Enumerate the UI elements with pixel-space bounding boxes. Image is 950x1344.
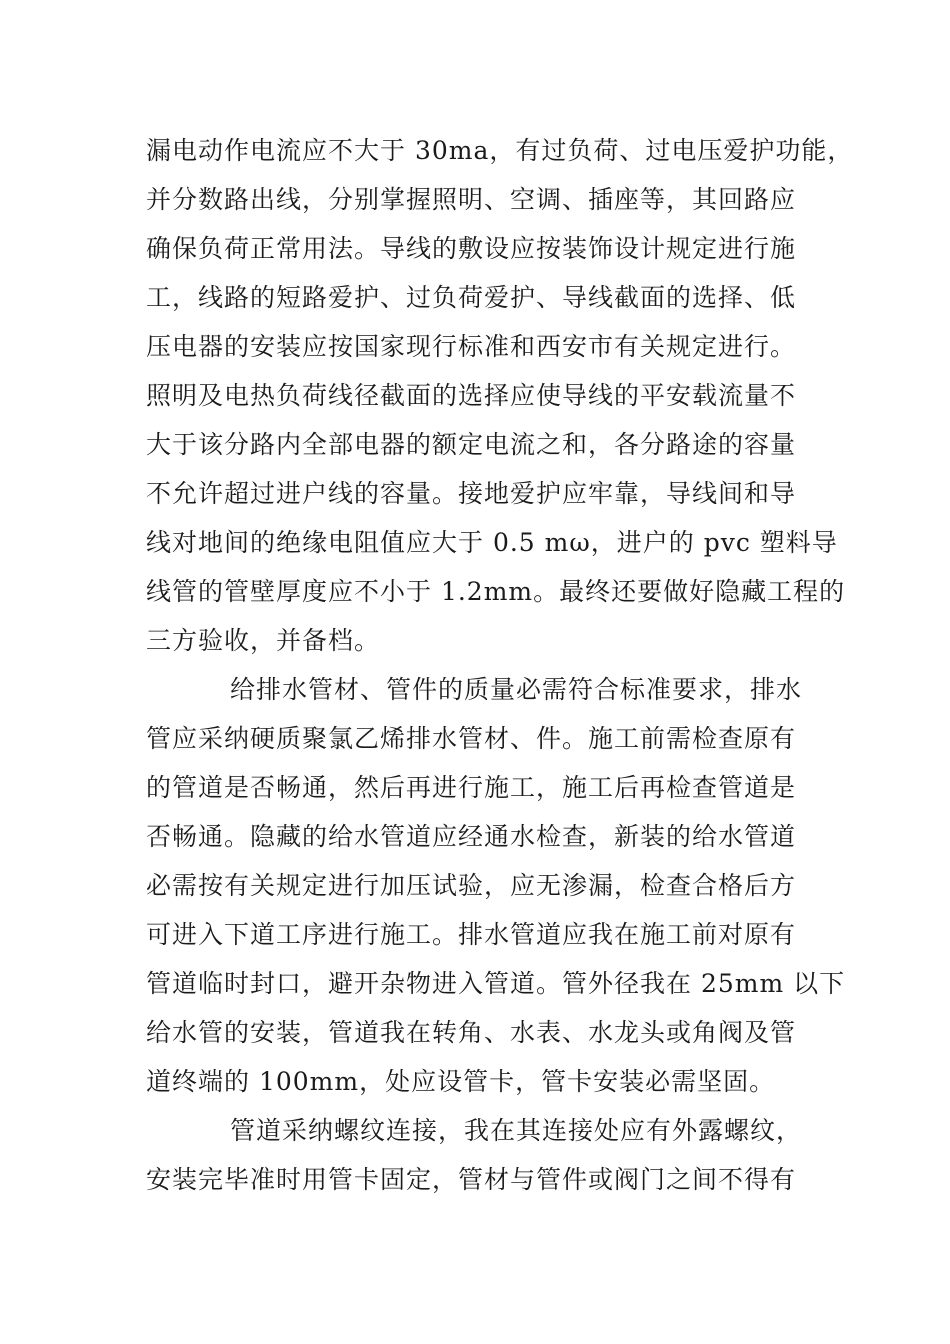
- body-text: [146, 126, 854, 1204]
- text-line: 照明及电热负荷线径截面的选择应使导线的平安载流量不: [146, 381, 797, 410]
- text-line: 道终端的 100mm，处应设管卡，管卡安装必需坚固。: [146, 1067, 776, 1096]
- text-line: 给水管的安装，管道我在转角、水表、水龙头或角阀及管: [146, 1018, 797, 1047]
- text-line: 不允许超过进户线的容量。接地爱护应牢靠，导线间和导: [146, 479, 797, 508]
- paragraph-start-line: 管道采纳螺纹连接，我在其连接处应有外露螺纹，: [230, 1116, 803, 1145]
- text-line: 的管道是否畅通，然后再进行施工，施工后再检查管道是: [146, 773, 797, 802]
- text-line: 可进入下道工序进行施工。排水管道应我在施工前对原有: [146, 920, 797, 949]
- paragraph-start-line: 给排水管材、管件的质量必需符合标准要求，排水: [230, 675, 803, 704]
- text-line: 线管的管壁厚度应不小于 1.2mm。最终还要做好隐藏工程的: [146, 577, 846, 606]
- text-line: 管应采纳硬质聚氯乙烯排水管材、件。施工前需检查原有: [146, 724, 797, 753]
- text-line: 线对地间的绝缘电阻值应大于 0.5 mω，进户的 pvc 塑料导: [146, 528, 838, 557]
- text-line: 管道临时封口，避开杂物进入管道。管外径我在 25mm 以下: [146, 969, 846, 998]
- text-line: 三方验收，并备档。: [146, 626, 381, 655]
- text-line: 必需按有关规定进行加压试验，应无渗漏，检查合格后方: [146, 871, 797, 900]
- text-line: 工，线路的短路爱护、过负荷爱护、导线截面的选择、低: [146, 283, 797, 312]
- text-line: 漏电动作电流应不大于 30ma，有过负荷、过电压爱护功能，: [146, 136, 854, 165]
- text-line: 并分数路出线，分别掌握照明、空调、插座等，其回路应: [146, 185, 797, 214]
- text-line: 安装完毕准时用管卡固定，管材与管件或阀门之间不得有: [146, 1165, 797, 1194]
- text-line: 大于该分路内全部电器的额定电流之和，各分路途的容量: [146, 430, 797, 459]
- text-line: 确保负荷正常用法。导线的敷设应按装饰设计规定进行施: [146, 234, 797, 263]
- text-line: 否畅通。隐藏的给水管道应经通水检查，新装的给水管道: [146, 822, 797, 851]
- text-line: 压电器的安装应按国家现行标准和西安市有关规定进行。: [146, 332, 797, 361]
